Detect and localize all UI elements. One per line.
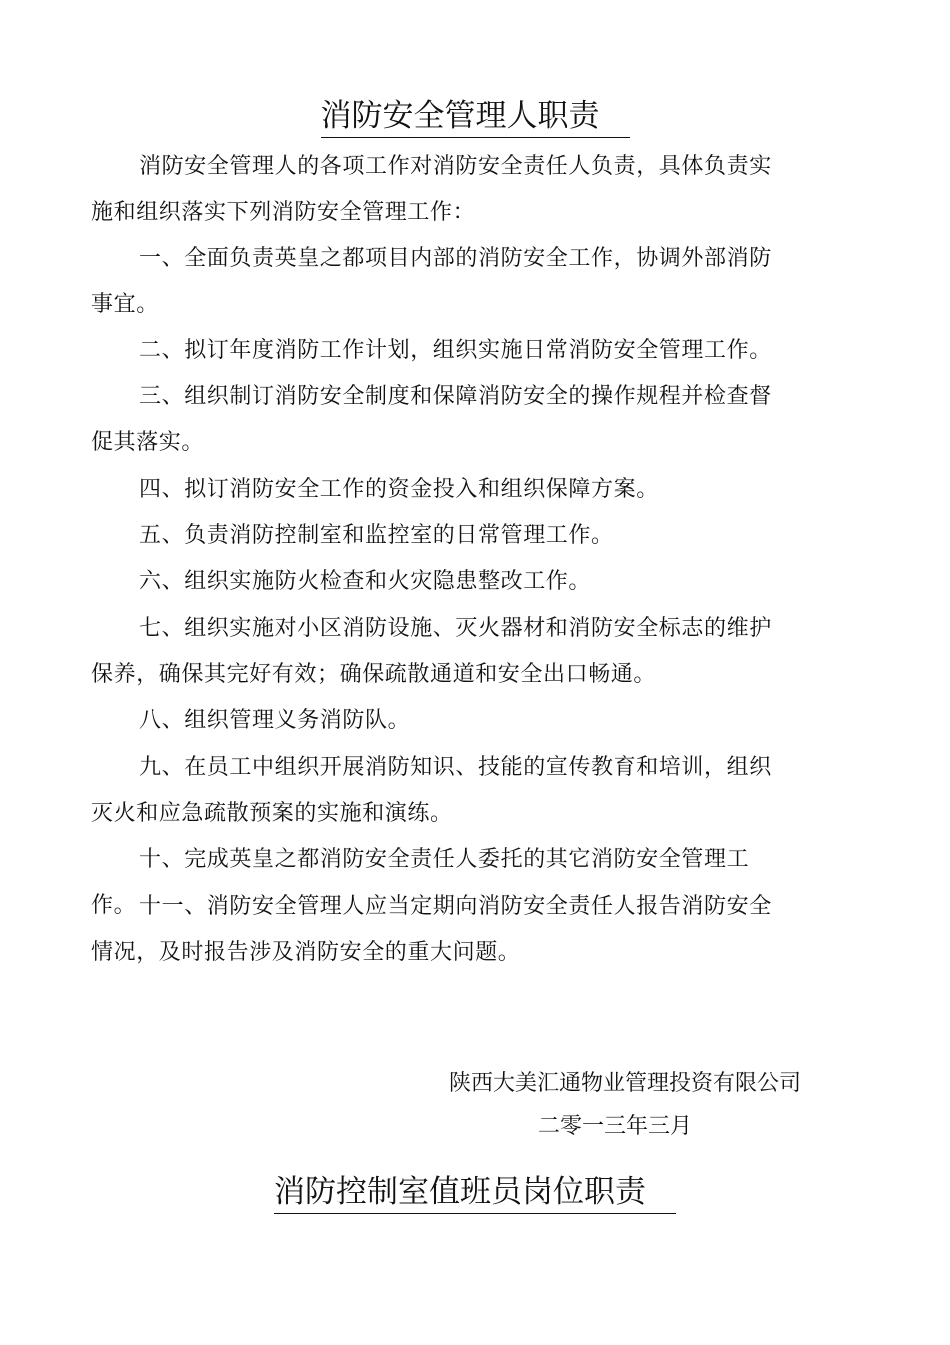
document-date: 二零一三年三月 bbox=[538, 1114, 693, 1139]
paragraph-item-5: 五、负责消防控制室和监控室的日常管理工作。 bbox=[139, 523, 614, 548]
paragraph-item-6: 六、组织实施防火检查和火灾隐患整改工作。 bbox=[139, 569, 592, 594]
paragraph-item-11: 十一、消防安全管理人应当定期向消防安全责任人报告消防安全情况，及时报告涉及消防安全的重大问题。 bbox=[91, 894, 772, 965]
paragraph-item-7: 七、组织实施对小区消防设施、灭火器材和消防安全标志的维护保养，确保其完好有效；确保疏散通道和安全出口畅通。 bbox=[91, 616, 772, 687]
paragraph-item-1: 一、全面负责英皇之都项目内部的消防安全工作，协调外部消防事宜。 bbox=[91, 246, 772, 317]
paragraph-item-8: 八、组织管理义务消防队。 bbox=[139, 708, 411, 733]
paragraph-item-2: 二、拟订年度消防工作计划，组织实施日常消防安全管理工作。 bbox=[139, 338, 772, 363]
paragraph-intro: 消防安全管理人的各项工作对消防安全责任人负责，具体负责实施和组织落实下列消防安全管理工作： bbox=[91, 154, 772, 225]
section-title-text: 消防控制室值班员岗位职责 bbox=[274, 1172, 676, 1214]
paragraph-item-9: 九、在员工中组织开展消防知识、技能的宣传教育和培训，组织灭火和应急疏散预案的实施和演练。 bbox=[91, 755, 772, 826]
company-signature: 陕西大美汇通物业管理投资有限公司 bbox=[449, 1071, 802, 1096]
document-title bbox=[0, 96, 950, 138]
paragraph-item-3: 三、组织制订消防安全制度和保障消防安全的操作规程并检查督促其落实。 bbox=[91, 384, 772, 455]
paragraph-item-4: 四、拟订消防安全工作的资金投入和组织保障方案。 bbox=[139, 477, 659, 502]
paragraph-item-10: 十、完成英皇之都消防安全责任人委托的其它消防安全管理工作。 bbox=[91, 847, 750, 918]
section-title bbox=[0, 1172, 950, 1214]
document-title-text: 消防安全管理人职责 bbox=[321, 96, 630, 138]
